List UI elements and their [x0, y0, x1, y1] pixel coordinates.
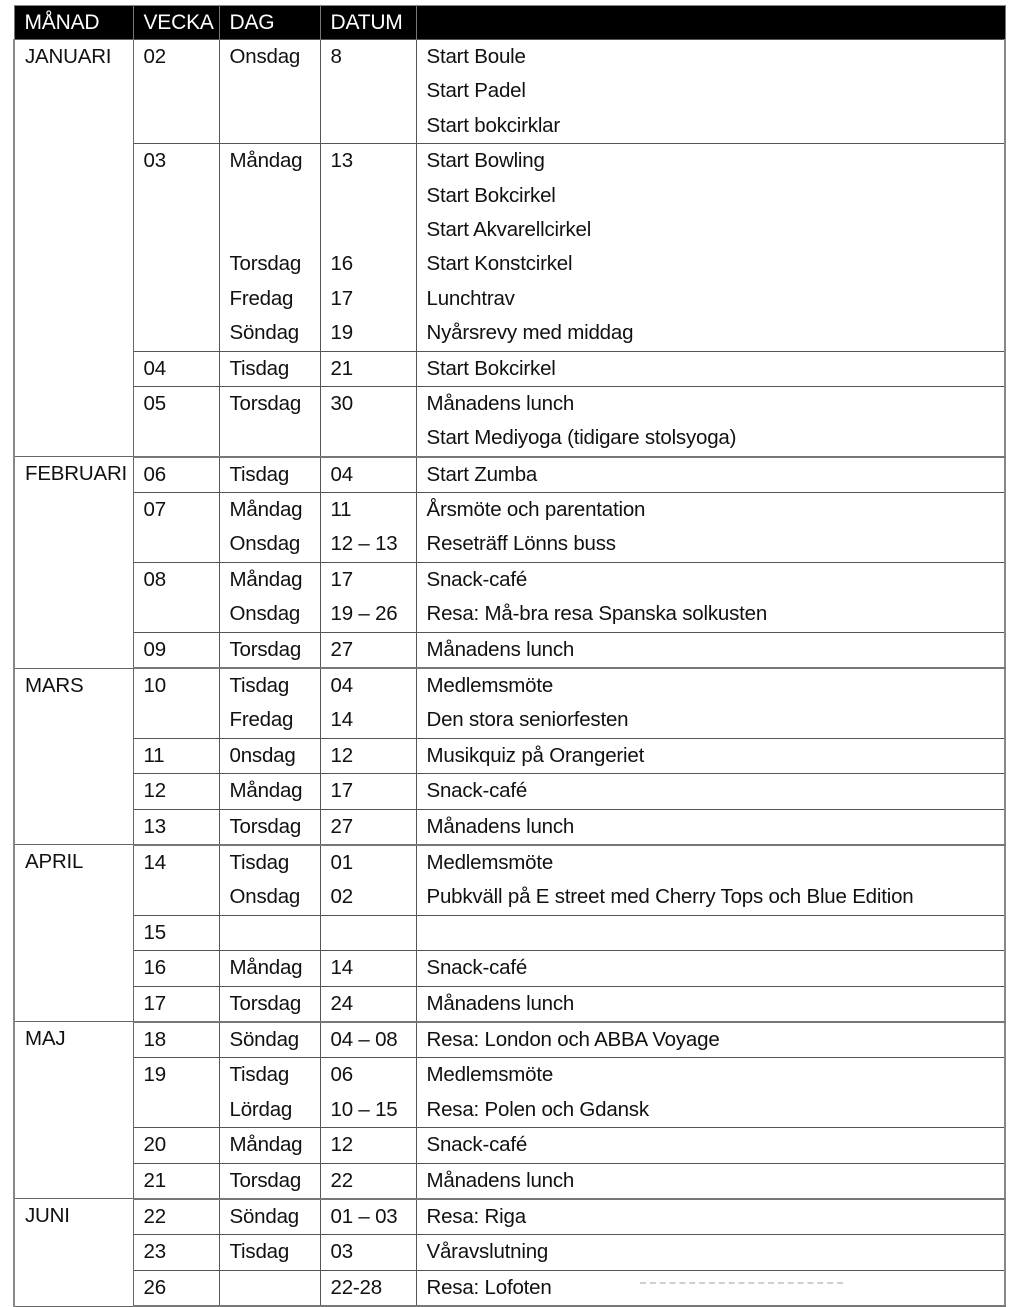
event-cell [416, 386, 1005, 456]
event-cell [416, 1163, 1005, 1199]
month-label: MARS [25, 673, 84, 697]
event-text: Nyårsrevy med middag [426, 321, 634, 345]
day-name: Torsdag [229, 991, 302, 1015]
week-number: 06 [143, 462, 166, 486]
table-row [14, 632, 1005, 668]
week-cell [133, 1199, 219, 1235]
header-date: DATUM [320, 6, 416, 40]
day-cell [219, 1163, 320, 1199]
date-cell [320, 386, 416, 456]
event-text: Resa: London och ABBA Voyage [426, 1027, 720, 1051]
day-name: Tisdag [229, 462, 290, 486]
day-cell [219, 951, 320, 986]
date-value [331, 916, 416, 950]
day-name: Tisdag [229, 356, 290, 380]
date-cell [320, 562, 416, 632]
date-cell [320, 40, 416, 144]
header-event [416, 6, 1005, 40]
week-cell [133, 1270, 219, 1306]
day-name [230, 213, 320, 247]
header-month: MÅNAD [14, 6, 133, 40]
table-row [14, 351, 1005, 386]
week-number: 07 [143, 498, 166, 522]
week-number: 12 [143, 779, 166, 803]
day-name [230, 74, 320, 108]
event-text: Snack-café [426, 567, 528, 591]
week-number: 22 [143, 1204, 166, 1228]
week-number: 14 [143, 850, 166, 874]
table-row [14, 809, 1005, 845]
event-text: Start Zumba [426, 462, 538, 486]
event-text: Resa: Må-bra resa Spanska solkusten [426, 602, 768, 626]
month-label: APRIL [25, 850, 84, 874]
event-text: Start Boule [426, 45, 526, 68]
month-label: MAJ [25, 1027, 66, 1051]
week-cell [133, 632, 219, 668]
date-value: 8 [330, 45, 342, 68]
day-cell [219, 1058, 320, 1128]
week-number: 20 [143, 1133, 166, 1157]
day-cell [219, 1022, 320, 1058]
date-value: 13 [330, 149, 353, 173]
event-text: Musikquiz på Orangeriet [426, 743, 645, 767]
table-row [14, 144, 1005, 351]
week-cell [133, 845, 219, 915]
day-name: Tisdag [229, 850, 290, 874]
day-name: 0nsdag [229, 743, 296, 767]
event-text: Start Bokcirkel [426, 356, 556, 380]
table-row [14, 774, 1005, 809]
schedule-body [14, 40, 1005, 1307]
header-day: DAG [219, 6, 320, 40]
date-value: 04 [330, 462, 353, 486]
month-label: JUNI [25, 1204, 70, 1228]
event-text: Pubkväll på E street med Cherry Tops och Blue Edition [426, 885, 914, 909]
month-cell [14, 668, 133, 845]
date-value: 02 [330, 885, 353, 909]
day-cell [219, 632, 320, 668]
day-name: Torsdag [229, 1168, 302, 1192]
date-cell [320, 738, 416, 773]
day-name: Onsdag [229, 602, 301, 626]
day-name: Torsdag [229, 252, 302, 276]
week-number: 02 [143, 45, 166, 68]
date-cell [320, 1163, 416, 1199]
date-value: 04 [330, 674, 353, 698]
day-cell [219, 1235, 320, 1270]
table-row [14, 668, 1005, 738]
event-text: Månadens lunch [426, 1168, 575, 1192]
table-row [14, 845, 1005, 915]
event-text: Resa: Lofoten [426, 1275, 552, 1299]
table-row [14, 1128, 1005, 1163]
date-value: 14 [330, 708, 353, 732]
week-number: 16 [143, 956, 166, 980]
day-name: Måndag [229, 567, 303, 591]
event-text: Snack-café [426, 956, 528, 980]
day-name: Onsdag [229, 532, 301, 556]
event-text [427, 916, 1005, 950]
day-name: Lördag [229, 1097, 293, 1121]
day-name: Tisdag [229, 674, 290, 698]
week-cell [133, 457, 219, 493]
month-cell [14, 845, 133, 1022]
day-name: Måndag [229, 1133, 303, 1157]
day-name: Måndag [229, 956, 303, 980]
page-break-indicator [640, 1282, 843, 1284]
event-text: Medlemsmöte [426, 1063, 554, 1087]
event-text: Start bokcirklar [426, 113, 561, 137]
table-row [14, 40, 1005, 144]
table-row [14, 1199, 1005, 1235]
date-value: 16 [330, 252, 353, 276]
table-row [14, 738, 1005, 773]
date-value: 01 [330, 850, 353, 874]
event-cell [416, 668, 1005, 738]
date-cell [320, 1128, 416, 1163]
date-cell [320, 1270, 416, 1306]
date-cell [320, 1199, 416, 1235]
month-label: FEBRUARI [25, 462, 128, 486]
event-cell [416, 144, 1005, 351]
event-cell [416, 738, 1005, 773]
date-cell [320, 915, 416, 950]
date-cell [320, 774, 416, 809]
date-value [331, 109, 416, 143]
day-name [230, 179, 320, 213]
day-cell [219, 386, 320, 456]
week-cell [133, 1128, 219, 1163]
date-value [331, 213, 416, 247]
day-name: Onsdag [229, 885, 301, 909]
date-cell [320, 457, 416, 493]
event-text: Våravslutning [426, 1240, 549, 1264]
event-cell [416, 1022, 1005, 1058]
schedule-table [13, 5, 1006, 1307]
date-cell [320, 1022, 416, 1058]
month-cell [14, 40, 133, 457]
date-value: 19 [330, 321, 353, 345]
table-row [14, 493, 1005, 563]
table-row [14, 457, 1005, 493]
day-cell [219, 40, 320, 144]
day-name [230, 421, 320, 455]
event-text: Start Mediyoga (tidigare stolsyoga) [426, 426, 737, 450]
table-row [14, 386, 1005, 456]
day-name: Torsdag [229, 391, 302, 415]
date-value: 17 [330, 567, 353, 591]
week-cell [133, 1058, 219, 1128]
date-cell [320, 493, 416, 563]
event-text: Resa: Polen och Gdansk [426, 1097, 649, 1121]
week-number: 26 [143, 1275, 166, 1299]
week-cell [133, 738, 219, 773]
date-value: 27 [330, 637, 353, 661]
event-text: Årsmöte och parentation [426, 498, 646, 522]
event-text: Start Bokcirkel [426, 183, 556, 207]
event-cell [416, 774, 1005, 809]
date-value: 17 [330, 286, 353, 310]
table-row [14, 1270, 1005, 1306]
week-number: 19 [143, 1063, 166, 1087]
week-cell [133, 951, 219, 986]
date-value: 21 [330, 356, 353, 380]
table-row [14, 1058, 1005, 1128]
event-text: Den stora seniorfesten [426, 708, 629, 732]
day-cell [219, 1199, 320, 1235]
event-cell [416, 1270, 1005, 1306]
week-number: 11 [143, 743, 165, 767]
header-row [14, 6, 1005, 40]
day-cell [219, 668, 320, 738]
event-text: Start Konstcirkel [426, 252, 573, 276]
table-row [14, 915, 1005, 950]
day-name: Måndag [229, 498, 303, 522]
event-cell [416, 845, 1005, 915]
date-value: 03 [330, 1240, 353, 1264]
date-value: 24 [330, 991, 353, 1015]
date-value: 30 [330, 391, 353, 415]
event-text: Resa: Riga [426, 1204, 526, 1228]
date-cell [320, 668, 416, 738]
week-number: 21 [143, 1168, 166, 1192]
week-number: 13 [143, 814, 166, 838]
day-name: Torsdag [229, 814, 302, 838]
date-cell [320, 351, 416, 386]
table-row [14, 1022, 1005, 1058]
week-cell [133, 493, 219, 563]
week-cell [133, 774, 219, 809]
week-number: 10 [143, 674, 166, 698]
event-text: Start Bowling [426, 149, 545, 173]
day-cell [219, 845, 320, 915]
week-number: 23 [143, 1240, 166, 1264]
week-number: 17 [143, 991, 166, 1015]
day-name: Söndag [229, 1027, 299, 1051]
week-number: 09 [143, 637, 166, 661]
event-cell [416, 986, 1005, 1022]
week-cell [133, 668, 219, 738]
day-name: Tisdag [229, 1240, 290, 1264]
date-cell [320, 809, 416, 845]
day-cell [219, 1128, 320, 1163]
date-cell [320, 951, 416, 986]
date-value: 14 [330, 956, 353, 980]
date-cell [320, 144, 416, 351]
day-name: Onsdag [229, 45, 301, 68]
event-cell [416, 493, 1005, 563]
event-cell [416, 562, 1005, 632]
week-cell [133, 1022, 219, 1058]
date-value: 11 [330, 498, 352, 522]
week-cell [133, 809, 219, 845]
day-cell [219, 986, 320, 1022]
date-value: 10 – 15 [330, 1097, 398, 1121]
event-text: Snack-café [426, 779, 528, 803]
table-row [14, 986, 1005, 1022]
event-text: Månadens lunch [426, 391, 575, 415]
event-text: Medlemsmöte [426, 850, 554, 874]
date-value: 19 – 26 [330, 602, 398, 626]
day-name: Tisdag [229, 1063, 290, 1087]
week-number: 15 [143, 920, 166, 944]
week-cell [133, 386, 219, 456]
date-value [331, 74, 416, 108]
event-cell [416, 1235, 1005, 1270]
day-cell [219, 774, 320, 809]
date-cell [320, 632, 416, 668]
week-cell [133, 1235, 219, 1270]
event-text: Reseträff Lönns buss [426, 532, 616, 556]
week-cell [133, 562, 219, 632]
table-row [14, 562, 1005, 632]
date-value [331, 421, 416, 455]
event-cell [416, 351, 1005, 386]
week-cell [133, 351, 219, 386]
day-cell [219, 457, 320, 493]
day-cell [219, 1270, 320, 1306]
table-row [14, 951, 1005, 986]
day-cell [219, 738, 320, 773]
event-cell [416, 457, 1005, 493]
date-cell [320, 1235, 416, 1270]
event-cell [416, 915, 1005, 950]
table-row [14, 1235, 1005, 1270]
event-cell [416, 1058, 1005, 1128]
event-text: Snack-café [426, 1133, 528, 1157]
date-cell [320, 845, 416, 915]
date-value: 12 – 13 [330, 532, 398, 556]
week-cell [133, 40, 219, 144]
month-cell [14, 457, 133, 668]
date-value [331, 179, 416, 213]
day-cell [219, 144, 320, 351]
date-value: 22-28 [330, 1275, 382, 1299]
event-cell [416, 1199, 1005, 1235]
week-cell [133, 144, 219, 351]
week-number: 03 [143, 149, 166, 173]
date-value: 06 [330, 1063, 353, 1087]
event-text: Månadens lunch [426, 991, 575, 1015]
event-cell [416, 809, 1005, 845]
day-name: Söndag [229, 1204, 299, 1228]
day-name: Fredag [229, 708, 294, 732]
event-cell [416, 632, 1005, 668]
day-name: Måndag [229, 779, 303, 803]
day-name [230, 916, 320, 950]
day-cell [219, 809, 320, 845]
week-cell [133, 1163, 219, 1199]
month-cell [14, 1199, 133, 1306]
event-text: Start Padel [426, 79, 526, 103]
date-value: 17 [330, 779, 353, 803]
day-cell [219, 915, 320, 950]
date-value: 12 [330, 743, 353, 767]
month-label: JANUARI [25, 45, 112, 68]
week-number: 18 [143, 1027, 166, 1051]
day-cell [219, 562, 320, 632]
event-text: Månadens lunch [426, 637, 575, 661]
date-value: 12 [330, 1133, 353, 1157]
day-name [230, 109, 320, 143]
date-cell [320, 1058, 416, 1128]
day-cell [219, 493, 320, 563]
date-value: 27 [330, 814, 353, 838]
week-cell [133, 915, 219, 950]
week-number: 04 [143, 356, 166, 380]
header-week: VECKA [133, 6, 219, 40]
event-text: Månadens lunch [426, 814, 575, 838]
day-name: Söndag [229, 321, 299, 345]
event-text: Lunchtrav [426, 286, 515, 310]
day-name: Fredag [229, 286, 294, 310]
day-cell [219, 351, 320, 386]
event-cell [416, 40, 1005, 144]
month-cell [14, 1022, 133, 1199]
event-cell [416, 951, 1005, 986]
table-row [14, 1163, 1005, 1199]
event-text: Medlemsmöte [426, 674, 554, 698]
date-value: 22 [330, 1168, 353, 1192]
week-number: 05 [143, 391, 166, 415]
week-number: 08 [143, 567, 166, 591]
event-text: Start Akvarellcirkel [426, 217, 592, 241]
day-name [230, 1271, 320, 1305]
event-cell [416, 1128, 1005, 1163]
date-value: 01 – 03 [330, 1204, 398, 1228]
day-name: Torsdag [229, 637, 302, 661]
date-cell [320, 986, 416, 1022]
week-cell [133, 986, 219, 1022]
day-name: Måndag [229, 149, 303, 173]
date-value: 04 – 08 [330, 1027, 398, 1051]
